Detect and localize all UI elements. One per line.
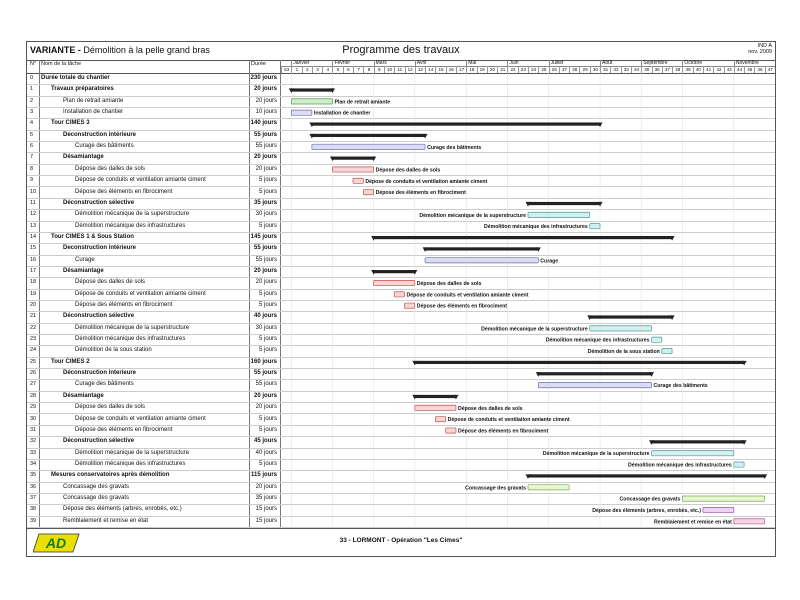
task-bar-label: Curage des bâtiments: [653, 383, 708, 390]
week-label: 32: [610, 66, 620, 73]
task-bar: [332, 167, 373, 172]
week-label: 2: [302, 66, 312, 73]
task-number: 2: [30, 97, 34, 104]
week-label: 23: [518, 66, 528, 73]
week-label: 45: [744, 66, 754, 73]
summary-bar: [415, 361, 744, 364]
week-label: 44: [734, 66, 744, 73]
month-label: Juillet: [550, 60, 564, 66]
task-name: Deconstruction intérieure: [63, 245, 137, 252]
document-header: [27, 42, 775, 61]
task-name: Tour CIMES 2: [51, 358, 90, 365]
task-name: Dépose des dalles de sols: [75, 404, 146, 411]
task-bar: [734, 462, 744, 467]
task-number: 18: [30, 279, 37, 286]
task-number: 31: [30, 426, 37, 433]
task-bar: [312, 144, 425, 149]
task-number: 25: [30, 358, 37, 365]
task-number: 8: [30, 165, 34, 172]
task-duration: 15 jours: [255, 517, 277, 524]
task-name: Dépose des éléments en fibrociment: [75, 426, 173, 433]
week-label: 42: [713, 66, 723, 73]
summary-bar: [538, 372, 651, 375]
task-bar-label: Dépose des dalles de sols: [416, 280, 482, 287]
task-number: 9: [30, 177, 34, 184]
task-duration: 30 jours: [255, 324, 277, 331]
week-label: 8: [363, 66, 373, 73]
summary-bar: [415, 395, 456, 398]
week-label: 22: [507, 66, 517, 73]
task-duration: 20 jours: [255, 404, 277, 411]
task-name: Curage des bâtiments: [75, 143, 134, 150]
task-bar-label: Dépose des dalles de sols: [375, 167, 441, 174]
task-bar: [394, 292, 404, 297]
task-duration: 55 jours: [253, 131, 277, 138]
task-name: Plan de retrait amiante: [63, 97, 124, 104]
task-bar-label: Dépose des éléments en fibrociment: [416, 303, 508, 310]
task-duration: 10 jours: [255, 109, 277, 116]
task-name: Deconstruction intérieure: [63, 131, 137, 138]
project-caption: 33 - LORMONT - Opération "Les Cimes": [339, 537, 463, 544]
task-bar: [734, 519, 765, 524]
task-bar-label: Démolition de la sous station: [587, 349, 660, 356]
week-label: 5: [332, 66, 342, 73]
month-label: Avril: [416, 60, 427, 66]
task-number: 4: [30, 120, 34, 127]
task-number: 33: [30, 449, 37, 456]
task-duration: 55 jours: [255, 143, 277, 150]
task-duration: 20 jours: [253, 267, 277, 274]
week-label: 43: [724, 66, 734, 73]
task-number: 14: [30, 233, 37, 240]
summary-bar: [528, 202, 600, 205]
task-duration: 5 jours: [258, 290, 277, 297]
task-name: Démolition mécanique de la superstructure: [75, 449, 190, 456]
week-label: 30: [590, 66, 600, 73]
week-label: 25: [538, 66, 548, 73]
week-label: 10: [384, 66, 394, 73]
task-name: Démolition mécanique des infrastructures: [75, 460, 186, 467]
task-bar: [652, 451, 734, 456]
task-duration: 55 jours: [253, 370, 277, 377]
task-number: 36: [30, 483, 37, 490]
week-label: 39: [682, 66, 692, 73]
task-number: 19: [30, 290, 37, 297]
task-duration: 55 jours: [255, 381, 277, 388]
summary-bar: [374, 270, 415, 273]
task-bar-label: Installation de chantier: [313, 110, 371, 117]
week-label: 24: [528, 66, 538, 73]
task-duration: 140 jours: [250, 120, 277, 127]
task-bar-label: Démolition mécanique de la superstructure: [419, 212, 526, 219]
task-bar-label: Dépose des éléments (arbres, enrobés, etc.): [592, 507, 701, 514]
task-name: Déconstruction sélective: [63, 313, 135, 320]
task-number: 1: [30, 86, 34, 93]
task-duration: 40 jours: [253, 313, 277, 320]
task-bar-label: Démolition mécanique des infrastructures: [483, 224, 588, 231]
task-duration: 5 jours: [258, 302, 277, 308]
task-number: 38: [30, 506, 37, 513]
task-number: 16: [30, 256, 37, 263]
task-name: Dépose des éléments en fibrociment: [75, 188, 173, 195]
task-bar: [528, 212, 590, 217]
month-label: Novembre: [735, 60, 759, 66]
task-bar-label: Plan de retrait amiante: [334, 99, 391, 106]
task-bar-label: Dépose des dalles de sols: [457, 405, 523, 412]
task-name: Désamiantage: [63, 392, 104, 399]
task-number: 17: [30, 267, 37, 274]
task-name: Dépose des dalles de sols: [75, 279, 146, 286]
task-duration: 20 jours: [253, 86, 277, 93]
task-bar: [291, 99, 332, 104]
task-bar: [538, 383, 651, 388]
task-number: 21: [30, 313, 37, 320]
task-bar: [682, 496, 764, 501]
week-label: 9: [374, 66, 384, 73]
task-name: Dépose des dalles de sols: [75, 165, 146, 172]
week-label: 7: [353, 66, 363, 73]
task-number: 0: [30, 75, 34, 81]
task-name: Démolition mécanique des infrastructures: [75, 222, 186, 229]
summary-bar: [312, 134, 425, 137]
week-label: 33: [621, 66, 631, 73]
task-bar-label: Dépose de conduits et ventilation amiante ciment: [406, 292, 529, 299]
task-bar: [590, 224, 600, 229]
task-duration: 45 jours: [253, 438, 277, 445]
task-duration: 35 jours: [253, 199, 277, 206]
task-name: Concassage des gravats: [63, 483, 130, 490]
task-name: Remblaiement et remise en état: [63, 517, 149, 524]
week-label: 11: [394, 66, 404, 73]
task-duration: 5 jours: [258, 347, 277, 354]
week-label: 21: [497, 66, 507, 73]
task-number: 10: [30, 188, 37, 195]
task-number: 6: [30, 143, 34, 150]
task-duration: 20 jours: [253, 392, 277, 399]
revision-index: IND A: [757, 43, 772, 49]
svg-text:AD: AD: [45, 535, 67, 551]
week-label: 3: [312, 66, 322, 73]
week-label: 38: [672, 66, 682, 73]
month-label: Août: [602, 60, 613, 66]
task-duration: 20 jours: [255, 279, 277, 286]
task-name: Dépose de conduits et ventilation amiante ciment: [75, 415, 206, 422]
task-number: 39: [30, 517, 37, 524]
task-number: 35: [30, 472, 37, 479]
task-bar-label: Démolition mécanique des infrastructures: [545, 337, 650, 344]
task-bar: [425, 258, 538, 263]
task-bar-label: Démolition mécanique de la superstructure: [481, 326, 588, 333]
col-num-header: N°: [30, 61, 37, 67]
month-label: Janvier: [293, 60, 310, 66]
task-number: 28: [30, 392, 37, 399]
task-name: Dépose de conduits et ventilation amiante ciment: [75, 177, 206, 184]
task-duration: 5 jours: [258, 336, 277, 343]
task-name: Dépose des éléments (arbres, enrobés, etc.): [63, 506, 182, 513]
task-name: Désamiantage: [63, 154, 104, 161]
revision-block: [748, 43, 772, 55]
task-duration: 40 jours: [255, 449, 277, 456]
week-label: 46: [754, 66, 764, 73]
summary-bar: [332, 157, 373, 160]
task-bar-label: Curage des bâtiments: [427, 144, 482, 151]
task-name: Démolition mécanique de la superstructure: [75, 324, 190, 331]
task-name: Travaux préparatoires: [51, 86, 114, 93]
month-label: Février: [334, 60, 351, 66]
task-name: Tour CIMES 3: [51, 120, 90, 127]
week-label: 37: [662, 66, 672, 73]
task-number: 30: [30, 415, 37, 422]
summary-bar: [652, 440, 745, 443]
task-duration: 5 jours: [258, 177, 277, 184]
week-label: 12: [405, 66, 415, 73]
task-number: 15: [30, 245, 37, 252]
col-duration-header: Durée: [251, 61, 266, 67]
week-label: 14: [425, 66, 435, 73]
task-number: 22: [30, 324, 37, 331]
month-label: Mars: [375, 60, 387, 66]
month-label: Octobre: [684, 60, 703, 66]
task-number: 11: [30, 199, 36, 206]
task-bar-label: Démolition mécanique de la superstructure: [542, 451, 650, 458]
gantt-chart: [281, 73, 775, 528]
week-label: 34: [631, 66, 641, 73]
task-number: 29: [30, 404, 37, 411]
task-number: 26: [30, 370, 37, 377]
summary-bar: [374, 236, 672, 239]
task-number: 24: [30, 347, 37, 354]
footer: [27, 528, 775, 557]
task-name: Curage: [75, 256, 95, 263]
task-name: Dépose des éléments en fibrociment: [75, 302, 173, 308]
task-bar: [652, 337, 662, 342]
task-name: Tour CIMES 1 & Sous Station: [51, 233, 134, 240]
week-label: 27: [559, 66, 569, 73]
task-number: 12: [30, 211, 37, 218]
task-bar-label: Curage: [540, 258, 559, 265]
summary-bar: [425, 247, 538, 250]
task-duration: 230 jours: [250, 75, 277, 81]
task-bar: [374, 280, 415, 285]
week-label: 29: [579, 66, 589, 73]
task-duration: 20 jours: [255, 97, 277, 104]
task-name: Dépose de conduits et ventilation amiante ciment: [75, 290, 206, 297]
task-bar: [528, 485, 569, 490]
task-duration: 5 jours: [258, 426, 277, 433]
task-duration: 15 jours: [255, 506, 277, 513]
task-bar: [446, 428, 456, 433]
task-bar: [662, 348, 672, 353]
task-bar: [703, 507, 734, 512]
task-bar-label: Remblaiement et remise en état: [653, 519, 732, 526]
task-bar: [415, 405, 456, 410]
task-number: 13: [30, 222, 37, 229]
summary-bar: [528, 474, 765, 477]
task-bar-label: Dépose des éléments en fibrociment: [375, 190, 466, 197]
task-bar: [353, 178, 363, 183]
task-duration: 5 jours: [258, 415, 277, 422]
task-duration: 5 jours: [258, 222, 277, 229]
task-name: Concassage des gravats: [63, 494, 130, 501]
task-bar: [590, 326, 652, 331]
month-label: Mai: [468, 60, 477, 66]
task-number: 37: [30, 494, 37, 501]
task-bar-label: Concassage des gravats: [465, 485, 526, 492]
summary-bar: [590, 315, 672, 318]
summary-bar: [312, 122, 600, 125]
task-bar-label: Dépose de conduits et ventilation amiante ciment: [365, 178, 488, 185]
task-duration: 160 jours: [250, 358, 277, 365]
task-duration: 5 jours: [258, 188, 277, 195]
task-bar-label: Démolition mécanique des infrastructures: [628, 462, 732, 469]
month-label: Septembre: [643, 60, 668, 66]
task-name: Déconstruction sélective: [63, 438, 135, 445]
task-name: Désamiantage: [63, 267, 104, 274]
task-bar: [291, 110, 312, 115]
task-bar-label: Concassage des gravats: [619, 496, 681, 503]
program-title: Programme des travaux: [342, 44, 460, 56]
task-duration: 20 jours: [255, 165, 277, 172]
week-label: 41: [703, 66, 713, 73]
task-duration: 55 jours: [253, 245, 277, 252]
task-duration: 115 jours: [250, 472, 277, 479]
timescale-header: [281, 60, 775, 73]
week-label: 35: [641, 66, 651, 73]
task-name: Déconstruction interieure: [63, 370, 137, 377]
week-label: 19: [477, 66, 487, 73]
task-name: Démolition mécanique des infrastructures: [75, 336, 186, 343]
task-duration: 5 jours: [258, 460, 277, 467]
task-number: 5: [30, 131, 34, 138]
task-name: Démolition de la sous station: [75, 347, 152, 354]
document-title: VARIANTE - Démolition à la pelle grand bras: [30, 45, 210, 55]
week-label: 31: [600, 66, 610, 73]
task-number: 27: [30, 381, 37, 388]
task-bar-label: Dépose des éléments en fibrociment: [457, 428, 549, 435]
summary-bar: [291, 88, 332, 91]
week-label: 36: [652, 66, 662, 73]
week-label: 20: [487, 66, 497, 73]
week-label: 15: [435, 66, 445, 73]
revision-date: nov. 2009: [748, 49, 772, 55]
week-label: 16: [446, 66, 456, 73]
week-label: 1: [291, 66, 301, 73]
task-bar: [435, 417, 445, 422]
week-scale: [281, 66, 775, 73]
task-number: 7: [30, 154, 34, 161]
week-label: 40: [693, 66, 703, 73]
task-number: 20: [30, 302, 37, 308]
task-bar: [363, 190, 373, 195]
task-name: Déconstruction sélective: [63, 199, 135, 206]
task-number: 34: [30, 460, 37, 467]
task-number: 23: [30, 336, 37, 343]
task-name: Curage des bâtiments: [75, 381, 134, 388]
task-duration: 20 jours: [253, 154, 277, 161]
task-duration: 30 jours: [255, 211, 277, 218]
task-number: 32: [30, 438, 37, 445]
task-number: 3: [30, 109, 34, 116]
task-name: Durée totale du chantier: [41, 75, 110, 81]
week-label: 26: [549, 66, 559, 73]
col-name-header: Nom de la tâche: [41, 61, 82, 67]
task-bar: [405, 303, 415, 308]
planning-sheet: [26, 41, 776, 557]
task-duration: 35 jours: [255, 494, 277, 501]
week-label: 18: [466, 66, 476, 73]
task-duration: 55 jours: [255, 256, 277, 263]
week-label: 28: [569, 66, 579, 73]
task-name: Mesures conservatoires après démolition: [51, 472, 170, 479]
week-label: 4: [322, 66, 332, 73]
week-label: 17: [456, 66, 466, 73]
month-label: Juin: [509, 60, 519, 66]
task-name: Installation de chantier: [63, 109, 124, 116]
task-duration: 145 jours: [250, 233, 277, 240]
week-label: 47: [765, 66, 775, 73]
task-duration: 20 jours: [255, 483, 277, 490]
week-label: 13: [415, 66, 425, 73]
week-label: 53: [281, 66, 291, 73]
task-name: Démolition mécanique de la superstructure: [75, 211, 190, 218]
week-label: 6: [343, 66, 353, 73]
task-bar-label: Dépose de conduits et ventilation amiante ciment: [447, 417, 570, 424]
